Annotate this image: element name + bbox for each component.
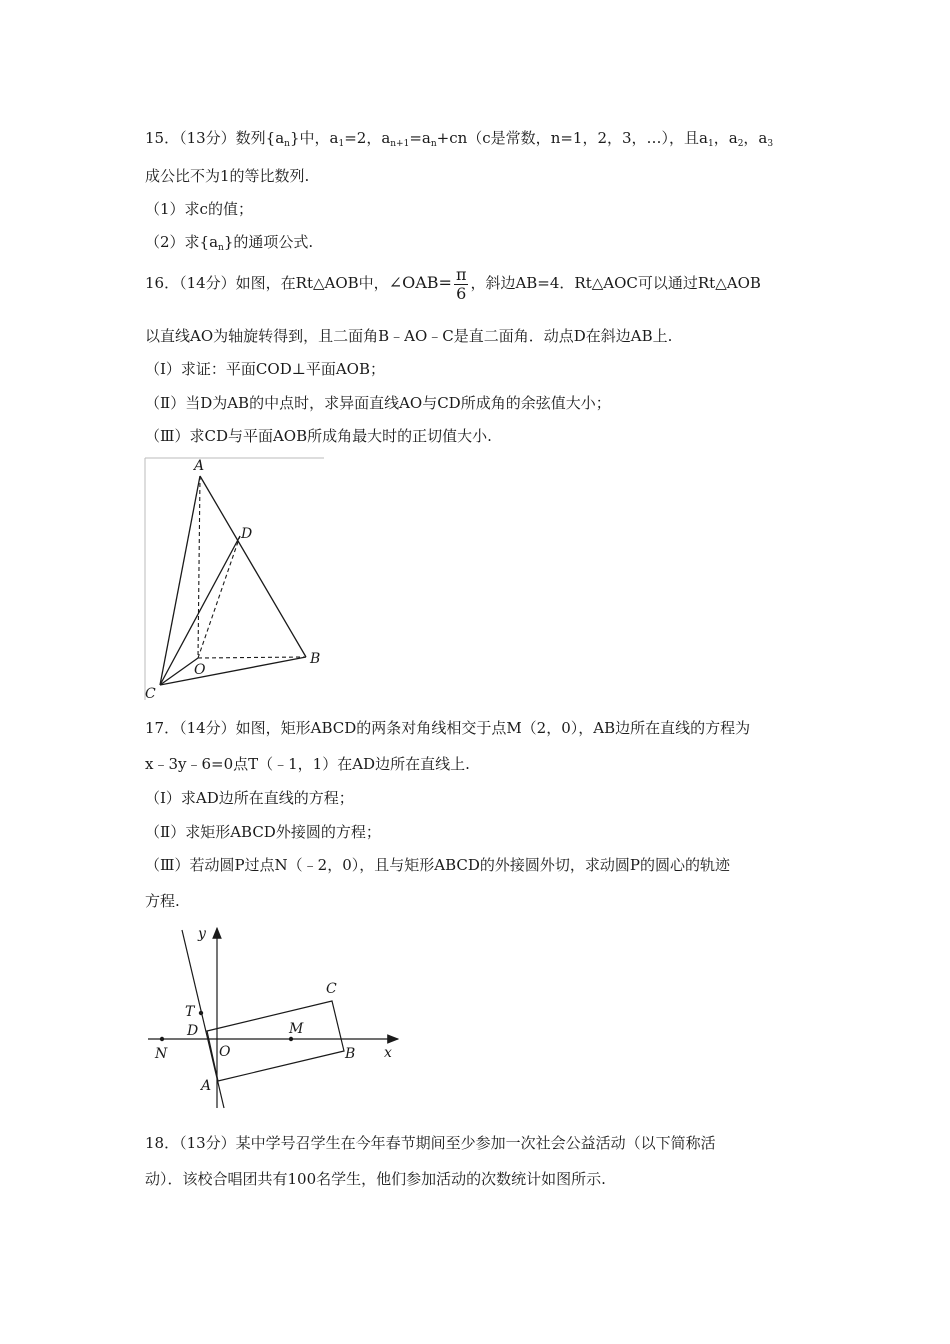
pi-over-six-fraction: $\frac{\pi}{6}$	[455, 264, 467, 303]
q16-part2: （Ⅱ）当D为AB的中点时，求异面直线AO与CD所成角的余弦值大小；	[145, 394, 611, 412]
label-O: O	[219, 1044, 231, 1060]
label-C: C	[145, 686, 156, 702]
label-M: M	[289, 1021, 304, 1037]
q17-line6: 方程.	[145, 892, 180, 910]
q15-line1: 15．（13分）数列$\{a_n\}$中，$a_1=2$，$a_{n+1}=a_n+cn(c$是常数，n=1，2，3，…），且$a_1$，$a_2$，$a_3$	[145, 129, 774, 149]
q16-part3: （Ⅲ）求CD与平面AOB所成角最大时的正切值大小.	[145, 427, 492, 445]
q15-part2: （2）求$\{a_n\}$的通项公式.	[145, 233, 314, 253]
label-x: x	[384, 1045, 392, 1061]
q16-line1: 16．（14分）如图，在Rt△AOB中，∠OAB= $\frac{\pi}{6}$ ，斜边AB=4．Rt△AOC可以通过Rt△AOB	[145, 264, 761, 303]
point-M	[289, 1037, 293, 1041]
label-T: T	[185, 1004, 195, 1020]
label-y: y	[198, 926, 206, 942]
label-O: O	[194, 662, 206, 678]
q17-line1: 17．（14分）如图，矩形ABCD的两条对角线相交于点M（2，0），AB边所在直线的方程为	[145, 719, 751, 737]
q17-part1: （Ⅰ）求AD边所在直线的方程；	[145, 789, 354, 807]
angle-oab-expression: ∠OAB=	[388, 273, 452, 292]
label-B: B	[310, 651, 321, 667]
q17-part3: （Ⅲ）若动圆P过点N（﹣2，0），且与矩形ABCD的外接圆外切，求动圆P的圆心的轨迹	[145, 856, 731, 874]
point-N	[160, 1037, 164, 1041]
label-D: D	[241, 526, 253, 542]
q16-part1: （Ⅰ）求证：平面COD⊥平面AOB；	[145, 360, 385, 378]
label-C: C	[326, 981, 337, 997]
label-A: A	[194, 458, 205, 474]
q17-line2: x﹣3y﹣6=0点T（﹣1，1）在AD边所在直线上.	[145, 755, 470, 773]
point-T	[199, 1011, 203, 1015]
tetrahedron-figure	[140, 452, 330, 704]
q18-line1: 18．（13分）某中学号召学生在今年春节期间至少参加一次社会公益活动（以下简称活	[145, 1134, 716, 1152]
q15-line2: 成公比不为1的等比数列.	[145, 167, 310, 185]
label-D: D	[187, 1023, 199, 1039]
label-A: A	[201, 1078, 212, 1094]
label-N: N	[155, 1046, 168, 1062]
q17-part2: （Ⅱ）求矩形ABCD外接圆的方程；	[145, 823, 381, 841]
q18-line2: 动）．该校合唱团共有100名学生，他们参加活动的次数统计如图所示.	[145, 1170, 606, 1188]
label-B: B	[345, 1046, 356, 1062]
q15-part1: （1）求c的值；	[145, 200, 253, 218]
rectangle-axes-figure	[140, 918, 410, 1113]
q16-line2: 以直线AO为轴旋转得到，且二面角B﹣AO﹣C是直二面角．动点D在斜边AB上.	[145, 327, 673, 345]
